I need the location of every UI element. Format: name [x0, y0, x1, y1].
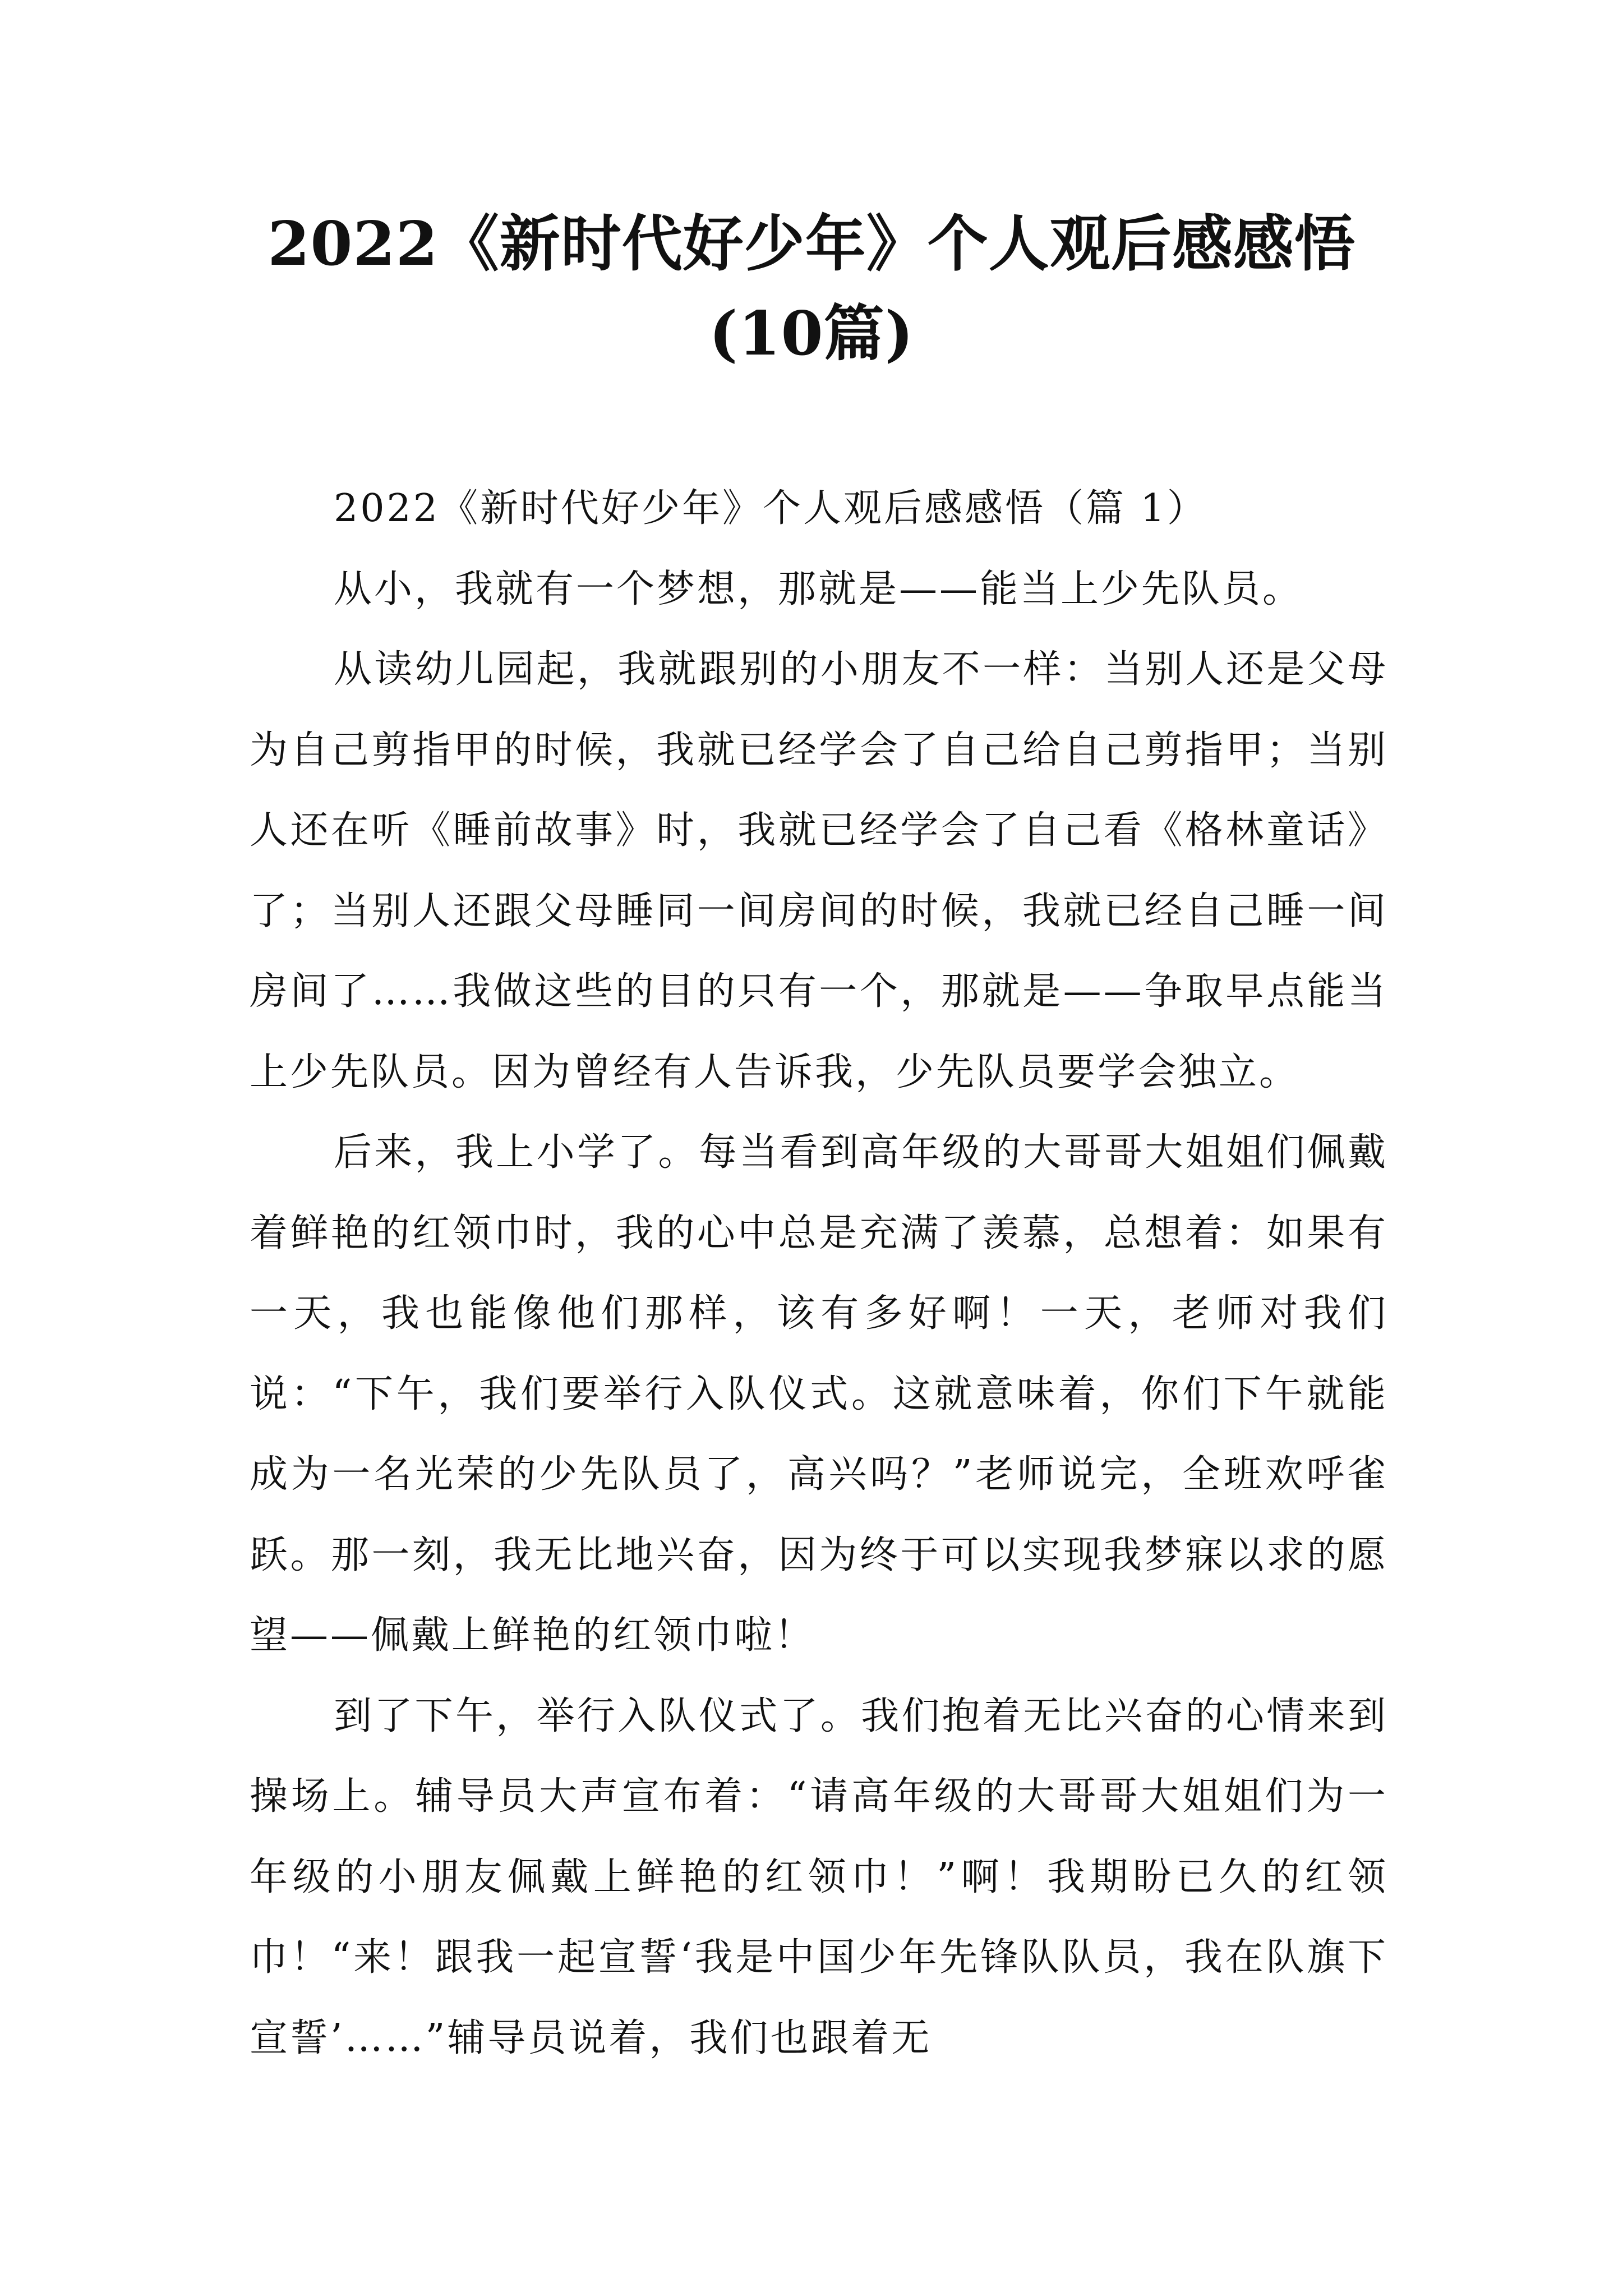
paragraph: 从小，我就有一个梦想，那就是——能当上少先队员。 — [334, 567, 1303, 611]
section-heading: 2022《新时代好少年》个人观后感感悟（篇 1） — [334, 486, 1207, 531]
document-title: 2022《新时代好少年》个人观后感感悟(10篇) — [268, 209, 1355, 369]
paragraph: 后来，我上小学了。每当看到高年级的大哥哥大姐姐们佩戴着鲜艳的红领巾时，我的心中总是充满了羡慕，总想着：如果有一天，我也能像他们那样，该有多好啊！一天，老师对我们说：“下午，我们要举行入队仪式。这就意味着，你们下午就能成为一名光荣的少先队员了，高兴吗？”老师说完，全班欢呼雀跃。那一刻，我无比地兴奋，因为终于可以实现我梦寐以求的愿望——佩戴上鲜艳的红领巾啦！ — [250, 1130, 1388, 1658]
document-body — [250, 468, 1388, 2078]
paragraph: 到了下午，举行入队仪式了。我们抱着无比兴奋的心情来到操场上。辅导员大声宣布着：“请高年级的大哥哥大姐姐们为一年级的小朋友佩戴上鲜艳的红领巾！”啊！我期盼已久的红领巾！“来！跟我一起宣誓‘我是中国少年先锋队队员，我在队旗下宣誓’……”辅导员说着，我们也跟着无 — [250, 1694, 1388, 2060]
paragraph: 从读幼儿园起，我就跟别的小朋友不一样：当别人还是父母为自己剪指甲的时候，我就已经学会了自己给自己剪指甲；当别人还在听《睡前故事》时，我就已经学会了自己看《格林童话》了；当别人还跟父母睡同一间房间的时候，我就已经自己睡一间房间了……我做这些的目的只有一个，那就是——争取早点能当上少先队员。因为曾经有人告诉我，少先队员要学会独立。 — [250, 647, 1388, 1094]
